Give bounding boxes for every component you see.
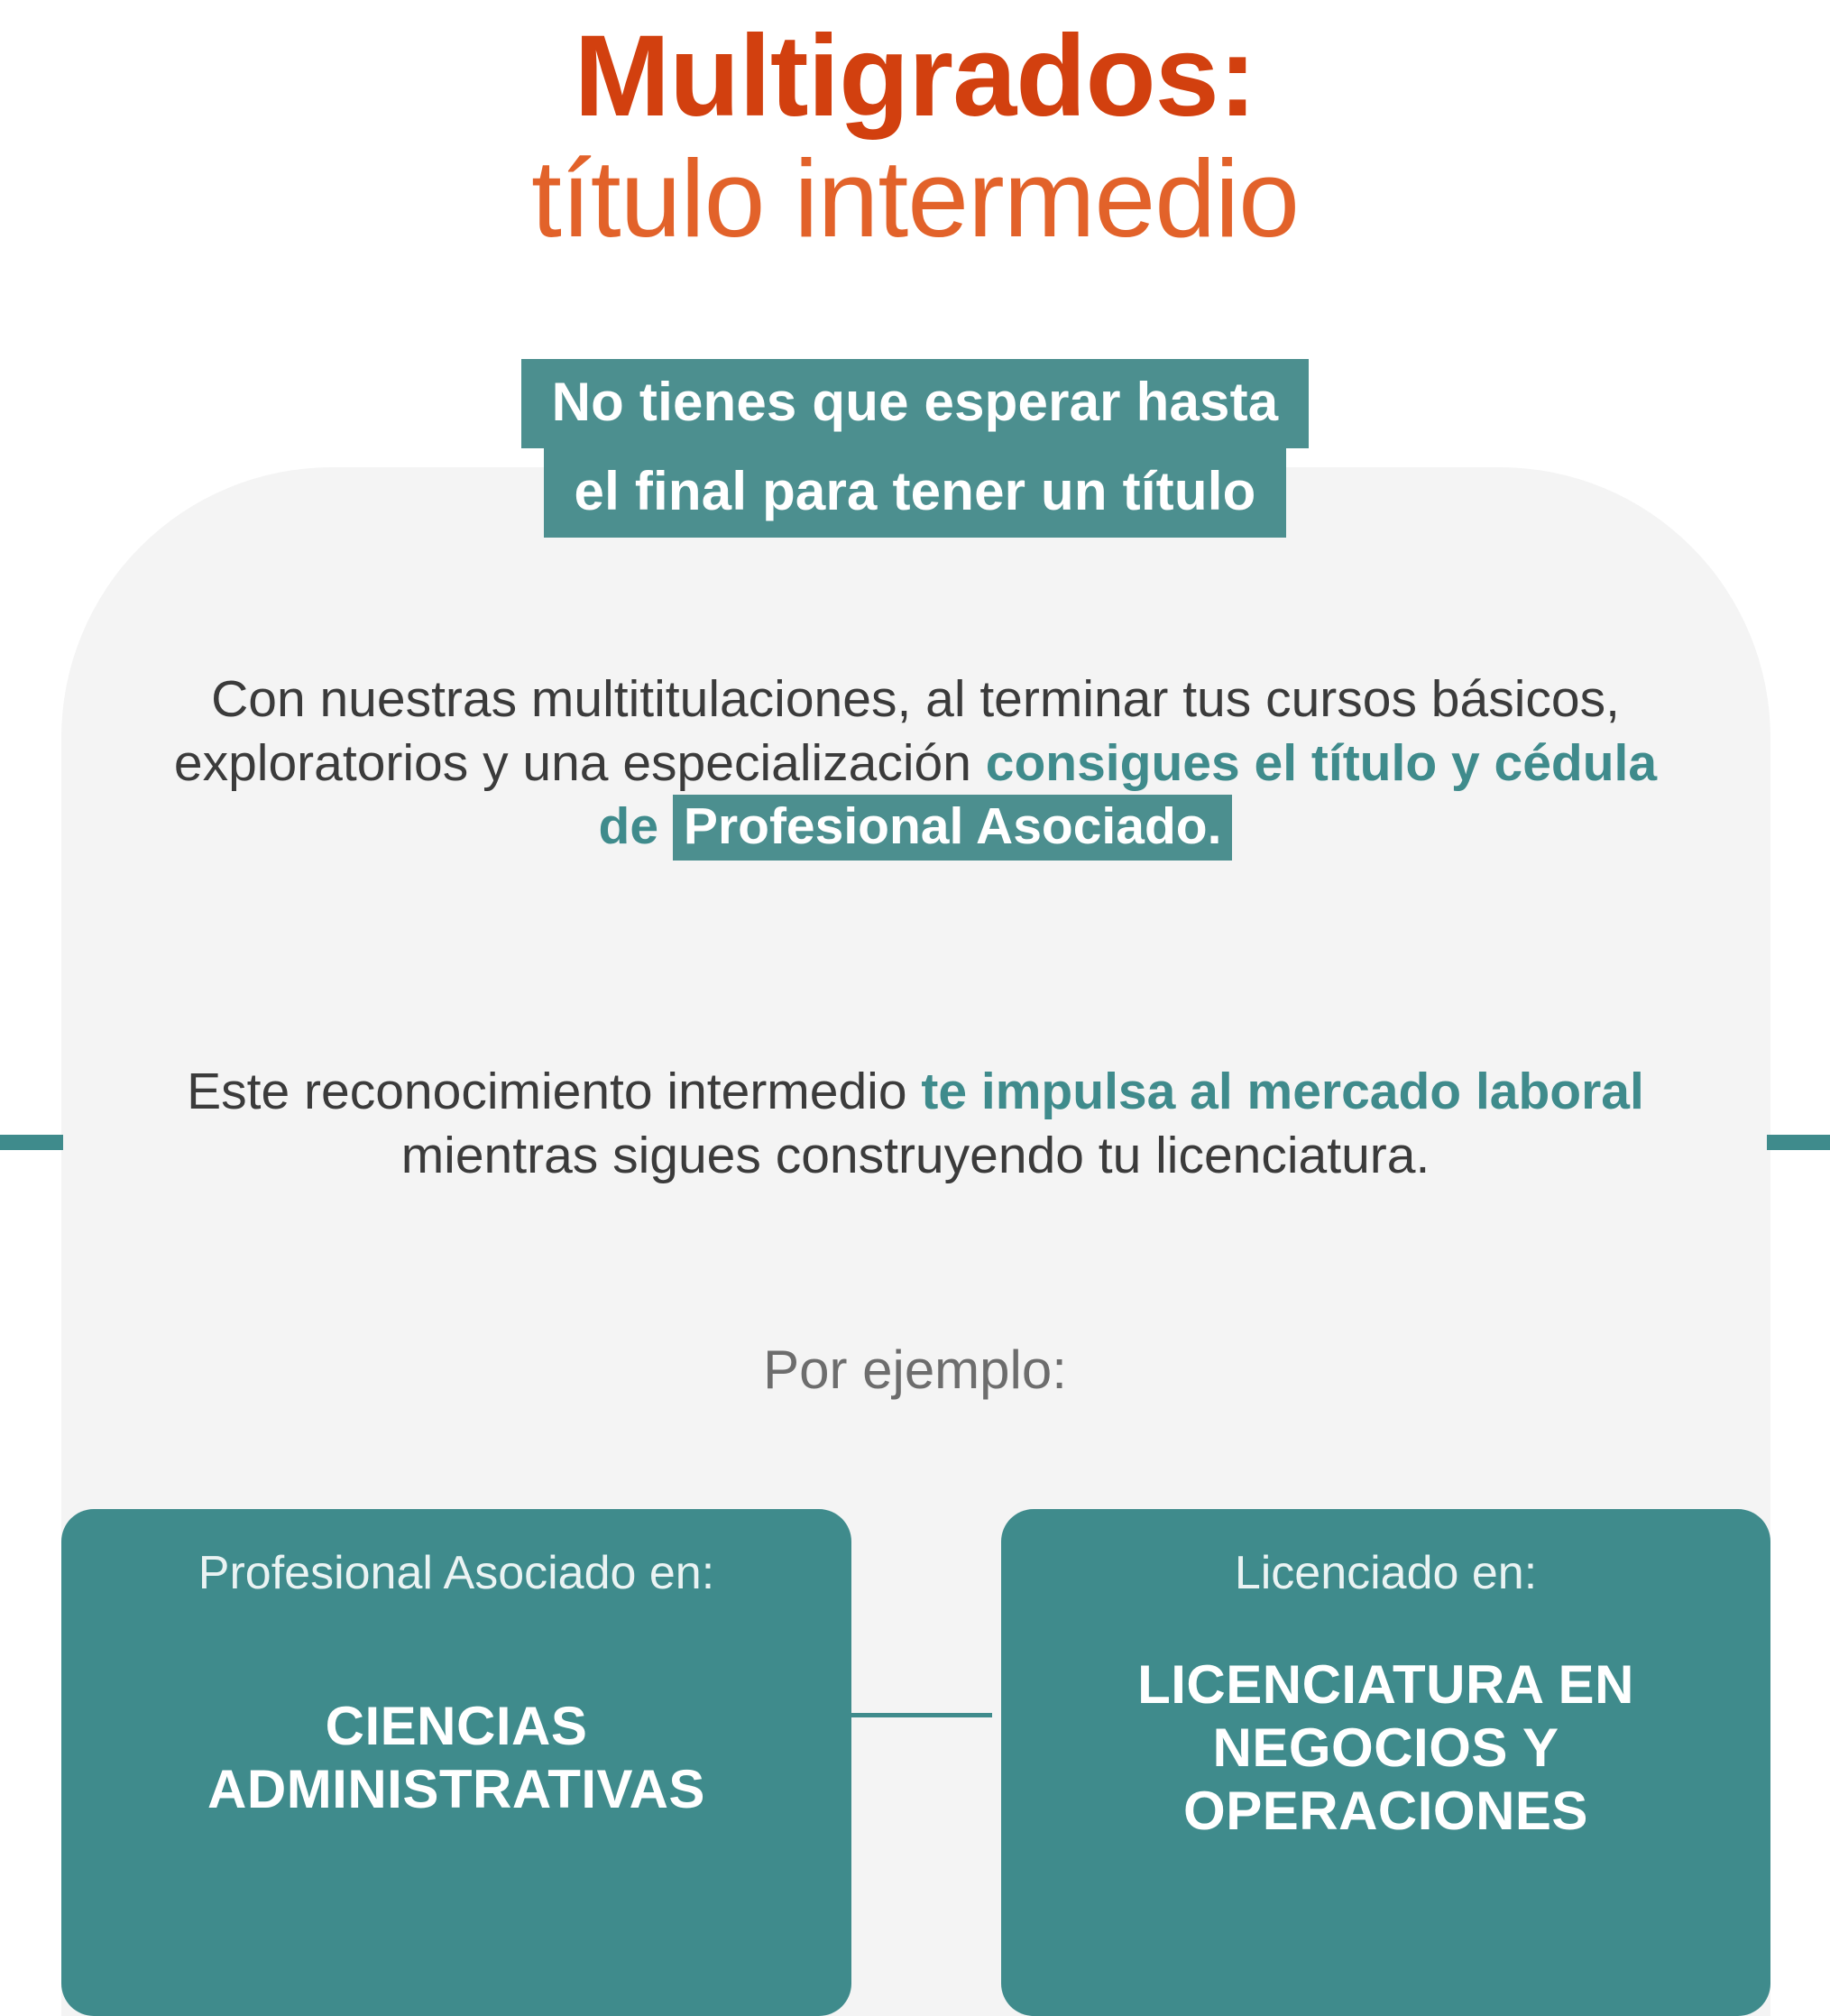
paragraph-1-emphasis: consigues el título y cédula de bbox=[598, 733, 1658, 856]
headline-banner bbox=[0, 359, 1830, 538]
title-line-primary: Multigrados: bbox=[574, 12, 1256, 141]
card-left-title: CIENCIAS ADMINISTRATIVAS bbox=[207, 1696, 705, 1819]
example-label: Por ejemplo: bbox=[763, 1339, 1067, 1400]
body-paragraph-2 bbox=[162, 1060, 1669, 1187]
headline-bar-2: el final para tener un título bbox=[544, 448, 1287, 538]
card-profesional-asociado bbox=[61, 1509, 851, 2016]
paragraph-2-text-start: Este reconocimiento intermedio bbox=[187, 1063, 922, 1120]
headline-bar-1: No tienes que esperar hasta bbox=[521, 359, 1310, 448]
paragraph-2-text-end: mientras sigues construyendo tu licenciatura. bbox=[400, 1126, 1430, 1184]
right-tick-marker bbox=[1767, 1135, 1830, 1150]
card-right-title: LICENCIATURA EN NEGOCIOS Y OPERACIONES bbox=[1137, 1654, 1634, 1841]
card-connector-line bbox=[839, 1713, 992, 1717]
body-paragraph-1 bbox=[162, 667, 1669, 859]
left-tick-marker bbox=[0, 1135, 63, 1150]
card-right-label: Licenciado en: bbox=[1234, 1547, 1538, 1599]
paragraph-2-emphasis: te impulsa al mercado laboral bbox=[921, 1063, 1644, 1120]
card-left-label: Profesional Asociado en: bbox=[198, 1547, 715, 1599]
paragraph-1-text: Con nuestras multititulaciones, al terminar tus cursos básicos, exploratorios y una especialización bbox=[173, 670, 1620, 792]
page-title bbox=[0, 12, 1830, 261]
card-licenciado bbox=[1001, 1509, 1770, 2016]
title-line-secondary: título intermedio bbox=[531, 137, 1299, 261]
paragraph-1-chip: Profesional Asociado. bbox=[673, 795, 1233, 861]
